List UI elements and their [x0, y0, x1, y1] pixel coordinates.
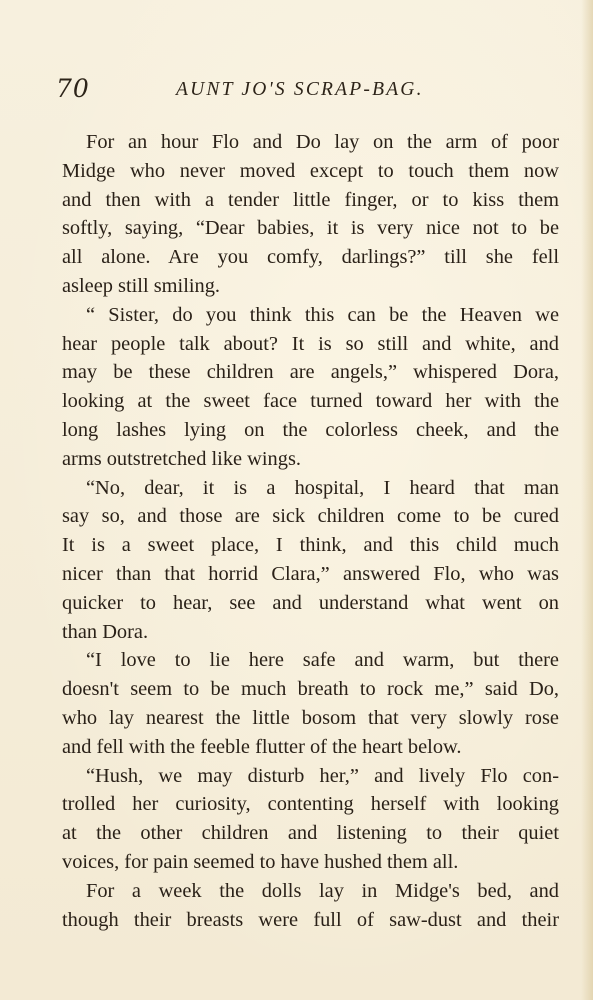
paragraph [62, 762, 559, 877]
text-line: “ Sister, do you think this can be the Heaven we [86, 303, 559, 326]
page-gutter-shadow [581, 0, 593, 1000]
text-line: looking at the sweet face turned toward her with the [62, 390, 559, 413]
paragraph [62, 474, 559, 647]
text-line: all alone. Are you comfy, darlings?” till she fell [62, 246, 559, 269]
text-line: than Dora. [62, 620, 149, 643]
text-line: asleep still smiling. [62, 274, 221, 297]
text-line: “No, dear, it is a hospital, I heard that man [86, 476, 559, 499]
text-line: nicer than that horrid Clara,” answered Flo, who was [62, 562, 559, 585]
text-line: who lay nearest the little bosom that very slowly rose [62, 706, 559, 729]
running-title: AUNT JO'S SCRAP-BAG. [176, 79, 424, 100]
paragraph [62, 128, 559, 301]
page-number: 70 [56, 74, 90, 103]
text-line: It is a sweet place, I think, and this child much [62, 534, 559, 557]
text-line: quicker to hear, see and understand what went on [62, 591, 559, 614]
text-line: and fell with the feeble flutter of the heart below. [62, 735, 462, 758]
text-line: trolled her curiosity, contenting herself with looking [62, 793, 559, 816]
page-header [56, 74, 546, 108]
text-line: For a week the dolls lay in Midge's bed, and [86, 879, 559, 902]
text-line: For an hour Flo and Do lay on the arm of poor [86, 131, 559, 153]
text-line: may be these children are angels,” whispered Dora, [62, 361, 559, 384]
text-line: though their breasts were full of saw-dust and their [62, 908, 559, 931]
text-line: say so, and those are sick children come to be cured [62, 505, 559, 528]
text-line: long lashes lying on the colorless cheek, and the [62, 418, 559, 441]
text-line: Midge who never moved except to touch them now [62, 159, 559, 182]
text-line: softly, saying, “Dear babies, it is very nice not to be [62, 217, 559, 240]
text-line: arms outstretched like wings. [62, 447, 301, 470]
text-line: and then with a tender little finger, or to kiss them [62, 188, 559, 211]
text-line: at the other children and listening to their quiet [62, 822, 559, 845]
text-line: voices, for pain seemed to have hushed them all. [62, 850, 459, 873]
paragraph [62, 301, 559, 474]
text-line: hear people talk about? It is so still and white, and [62, 332, 559, 355]
paragraph [62, 877, 559, 935]
paragraph [62, 646, 559, 761]
text-line: “I love to lie here safe and warm, but there [86, 649, 559, 672]
text-line: “Hush, we may disturb her,” and lively Flo con- [86, 764, 559, 787]
body-text [62, 128, 559, 934]
text-line: doesn't seem to be much breath to rock me,” said Do, [62, 678, 559, 701]
